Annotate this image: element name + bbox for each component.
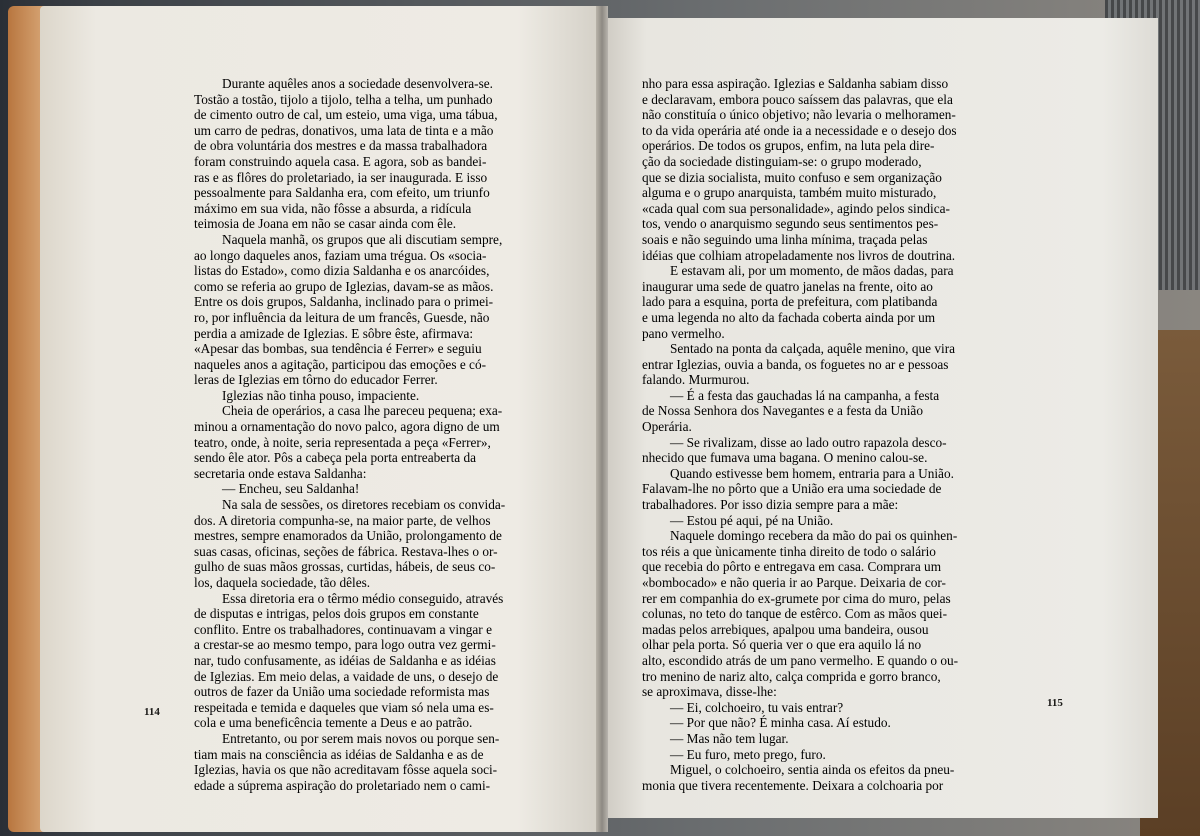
- text-line: Operária.: [642, 419, 692, 435]
- text-line: outros de fazer da União uma sociedade reformista mas: [194, 684, 490, 700]
- text-line: ção da sociedade distinguiam-se: o grupo moderado,: [642, 153, 922, 169]
- text-line: Quando estivesse bem homem, entraria para a União.: [670, 465, 954, 481]
- text-line: «cada qual com sua personalidade», agindo pelos sindica-: [642, 200, 950, 216]
- text-line: foram construindo aquela casa. E agora, sob as bandei-: [194, 153, 487, 169]
- text-line: não constituía o único objetivo; não levaria o melhoramen-: [642, 107, 956, 123]
- text-line: «Apesar das bombas, sua tendência é Ferrer» e seguiu: [194, 341, 482, 357]
- text-line: Iglezias, havia os que não acreditavam fôsse aquela soci-: [194, 762, 498, 778]
- text-line: listas do Estado», como dizia Saldanha e os anarcóides,: [194, 263, 490, 279]
- text-line: — É a festa das gauchadas lá na campanha, a festa: [670, 387, 940, 403]
- text-line: tro menino de nariz alto, calça comprida e gorro branco,: [642, 668, 941, 684]
- text-line: minou a ornamentação do novo palco, agora digno de um: [194, 419, 500, 435]
- text-line: mestres, sempre enamorados da União, prolongamento de: [194, 528, 502, 544]
- text-line: entrar Iglezias, ouvia a banda, os foguetes no ar e pessoas: [642, 356, 949, 372]
- text-line: secretaria onde estava Saldanha:: [194, 465, 367, 481]
- text-line: — Se rivalizam, disse ao lado outro rapazola desco-: [670, 434, 947, 450]
- text-line: idéias que colhiam atropeladamente nos livros de doutrina.: [642, 247, 956, 263]
- text-line: dos. A diretoria compunha-se, na maior parte, de velhos: [194, 512, 491, 528]
- text-line: Sentado na ponta da calçada, aquêle menino, que vira: [670, 341, 956, 357]
- text-line: to da vida operária até onde ia a necessidade e o desejo dos: [642, 122, 957, 138]
- text-line: teatro, onde, à noite, seria representada a peça «Ferrer»,: [194, 434, 491, 450]
- book-gutter: [596, 6, 608, 832]
- text-line: los, daquela sociedade, tão dêles.: [194, 575, 371, 590]
- text-line: soais e não seguindo uma linha mínima, traçada pelas: [642, 231, 928, 247]
- text-line: Cheia de operários, a casa lhe pareceu pequena; exa-: [222, 403, 503, 419]
- text-line: nhecido que fumava uma bagana. O menino calou-se.: [642, 450, 928, 466]
- text-line: respeitada e temida e daqueles que viam só nela uma es-: [194, 699, 494, 715]
- text-line: de cimento outro de cal, um esteio, uma viga, uma tábua,: [194, 107, 498, 123]
- text-line: e uma legenda no alto da fachada coberta ainda por um: [642, 309, 936, 325]
- text-line: a crestar-se ao mesmo tempo, para logo outra vez germi-: [194, 637, 496, 653]
- right-page-number: 115: [1047, 697, 1063, 709]
- text-line: lado para a esquina, porta de prefeitura, com platibanda: [642, 294, 938, 310]
- text-line: rer em companhia do ex-grumete por cima do muro, pelas: [642, 590, 951, 606]
- text-line: — Mas não tem lugar.: [670, 730, 789, 746]
- text-line: colunas, no teto do tanque de estêrco. Com as mãos quei-: [642, 606, 948, 622]
- text-line: nar, tudo confusamente, as idéias de Saldanha e as idéias: [194, 652, 496, 668]
- text-line: E estavam ali, por um momento, de mãos dadas, para: [670, 263, 954, 279]
- text-line: Miguel, o colchoeiro, sentia ainda os efeitos da pneu-: [670, 762, 955, 778]
- text-line: Naquela manhã, os grupos que ali discutiam sempre,: [222, 231, 503, 247]
- right-page-text: [642, 76, 1014, 793]
- left-page-number: 114: [144, 706, 160, 718]
- text-line: — Por que não? É minha casa. Aí estudo.: [670, 715, 891, 731]
- text-line: ro, por influência da leitura de um francês, Guesde, não: [194, 309, 490, 325]
- text-line: pano vermelho.: [642, 325, 725, 341]
- text-line: tos réis a que ùnicamente tinha direito de todo o salário: [642, 543, 936, 559]
- text-line: Durante aquêles anos a sociedade desenvolvera-se.: [222, 76, 493, 91]
- text-line: — Encheu, seu Saldanha!: [222, 481, 360, 497]
- text-line: falando. Murmurou.: [642, 372, 750, 388]
- text-line: Tostão a tostão, tijolo a tijolo, telha a telha, um punhado: [194, 91, 493, 107]
- text-line: ao longo daqueles anos, faziam uma trégua. Os «socia-: [194, 247, 487, 263]
- text-line: Iglezias não tinha pouso, impaciente.: [222, 387, 420, 403]
- text-line: que se dizia socialista, muito confuso e sem organização: [642, 169, 942, 185]
- text-line: — Eu furo, meto prego, furo.: [670, 746, 826, 762]
- text-line: como se referia ao grupo de Iglezias, davam-se as mãos.: [194, 278, 494, 294]
- text-line: suas casas, oficinas, seções de fábrica. Restava-lhes o or-: [194, 543, 498, 559]
- text-line: Entre os dois grupos, Saldanha, inclinado para o primei-: [194, 294, 494, 310]
- text-line: leras de Iglezias em tôrno do educador Ferrer.: [194, 372, 438, 388]
- text-line: se aproximava, disse-lhe:: [642, 684, 777, 700]
- text-line: Entretanto, ou por serem mais novos ou porque sen-: [222, 730, 500, 746]
- text-line: Na sala de sessões, os diretores recebiam os convida-: [222, 497, 506, 513]
- text-line: um carro de pedras, donativos, uma lata de tinta e a mão: [194, 122, 494, 138]
- text-line: nho para essa aspiração. Iglezias e Saldanha sabiam disso: [642, 76, 949, 91]
- text-line: teimosia de Joana em não se casar ainda com êle.: [194, 216, 457, 232]
- text-line: e declaravam, embora pouco saíssem das palavras, que ela: [642, 91, 953, 107]
- text-line: conflito. Entre os trabalhadores, continuavam a vingar e: [194, 621, 492, 637]
- text-line: «bombocado» e não queria ir ao Parque. Deixaria de cor-: [642, 575, 946, 590]
- text-line: alguma e o grupo anarquista, também muito misturado,: [642, 185, 937, 201]
- text-line: tiam mais na consciência as idéias de Saldanha e as de: [194, 746, 484, 762]
- text-line: madas pelos arrebiques, apalpou uma bandeira, ousou: [642, 621, 929, 637]
- text-line: edade a súprema aspiração do proletariado nem o cami-: [194, 777, 491, 793]
- text-line: perdia a amizade de Iglezias. E sôbre êste, afirmava:: [194, 325, 474, 341]
- left-page-text: [194, 76, 562, 793]
- text-line: inaugurar uma sede de quatro janelas na frente, oito ao: [642, 278, 933, 294]
- text-line: que recebia do pôrto e entregava em casa. Comprara um: [642, 559, 942, 575]
- text-line: de disputas e intrigas, pelos dois grupos em constante: [194, 606, 479, 622]
- text-line: cola e uma beneficência temente a Deus e ao patrão.: [194, 715, 473, 731]
- text-line: sendo êle ator. Pôs a cabeça pela porta entreaberta da: [194, 450, 477, 466]
- text-line: de obra voluntária dos mestres e da massa trabalhadora: [194, 138, 488, 154]
- text-line: operários. De todos os grupos, enfim, na luta pela dire-: [642, 138, 935, 154]
- text-line: alto, escondido atrás de um pano vermelho. E quando o ou-: [642, 652, 959, 668]
- text-line: gulho de suas mãos grossas, curtidas, hábeis, de seus co-: [194, 559, 496, 575]
- text-line: pessoalmente para Saldanha era, com efeito, um triunfo: [194, 185, 490, 201]
- text-line: de Nossa Senhora dos Navegantes e a festa da União: [642, 403, 923, 419]
- text-line: tos, vendo o anarquismo segundo seus sentimentos pes-: [642, 216, 939, 232]
- text-line: Naquele domingo recebera da mão do pai os quinhen-: [670, 528, 958, 544]
- text-line: olhar pela porta. Só queria ver o que era aquilo lá no: [642, 637, 922, 653]
- text-line: ras e as flôres do proletariado, ia ser inaugurada. E isso: [194, 169, 488, 185]
- text-line: — Ei, colchoeiro, tu vais entrar?: [670, 699, 844, 715]
- text-line: Falavam-lhe no pôrto que a União era uma sociedade de: [642, 481, 942, 497]
- text-line: Essa diretoria era o têrmo médio conseguido, através: [222, 590, 504, 606]
- text-line: naqueles anos a agitação, participou das emoções e có-: [194, 356, 487, 372]
- text-line: máximo em sua vida, não fôsse a absurda, a ridícula: [194, 200, 472, 216]
- text-line: — Estou pé aqui, pé na União.: [670, 512, 834, 528]
- text-line: de Iglezias. Em meio delas, a vaidade de uns, o desejo de: [194, 668, 499, 684]
- text-line: monia que tivera recentemente. Deixara a colchoaria por: [642, 777, 944, 793]
- text-line: trabalhadores. Por isso dizia sempre para a mãe:: [642, 497, 899, 513]
